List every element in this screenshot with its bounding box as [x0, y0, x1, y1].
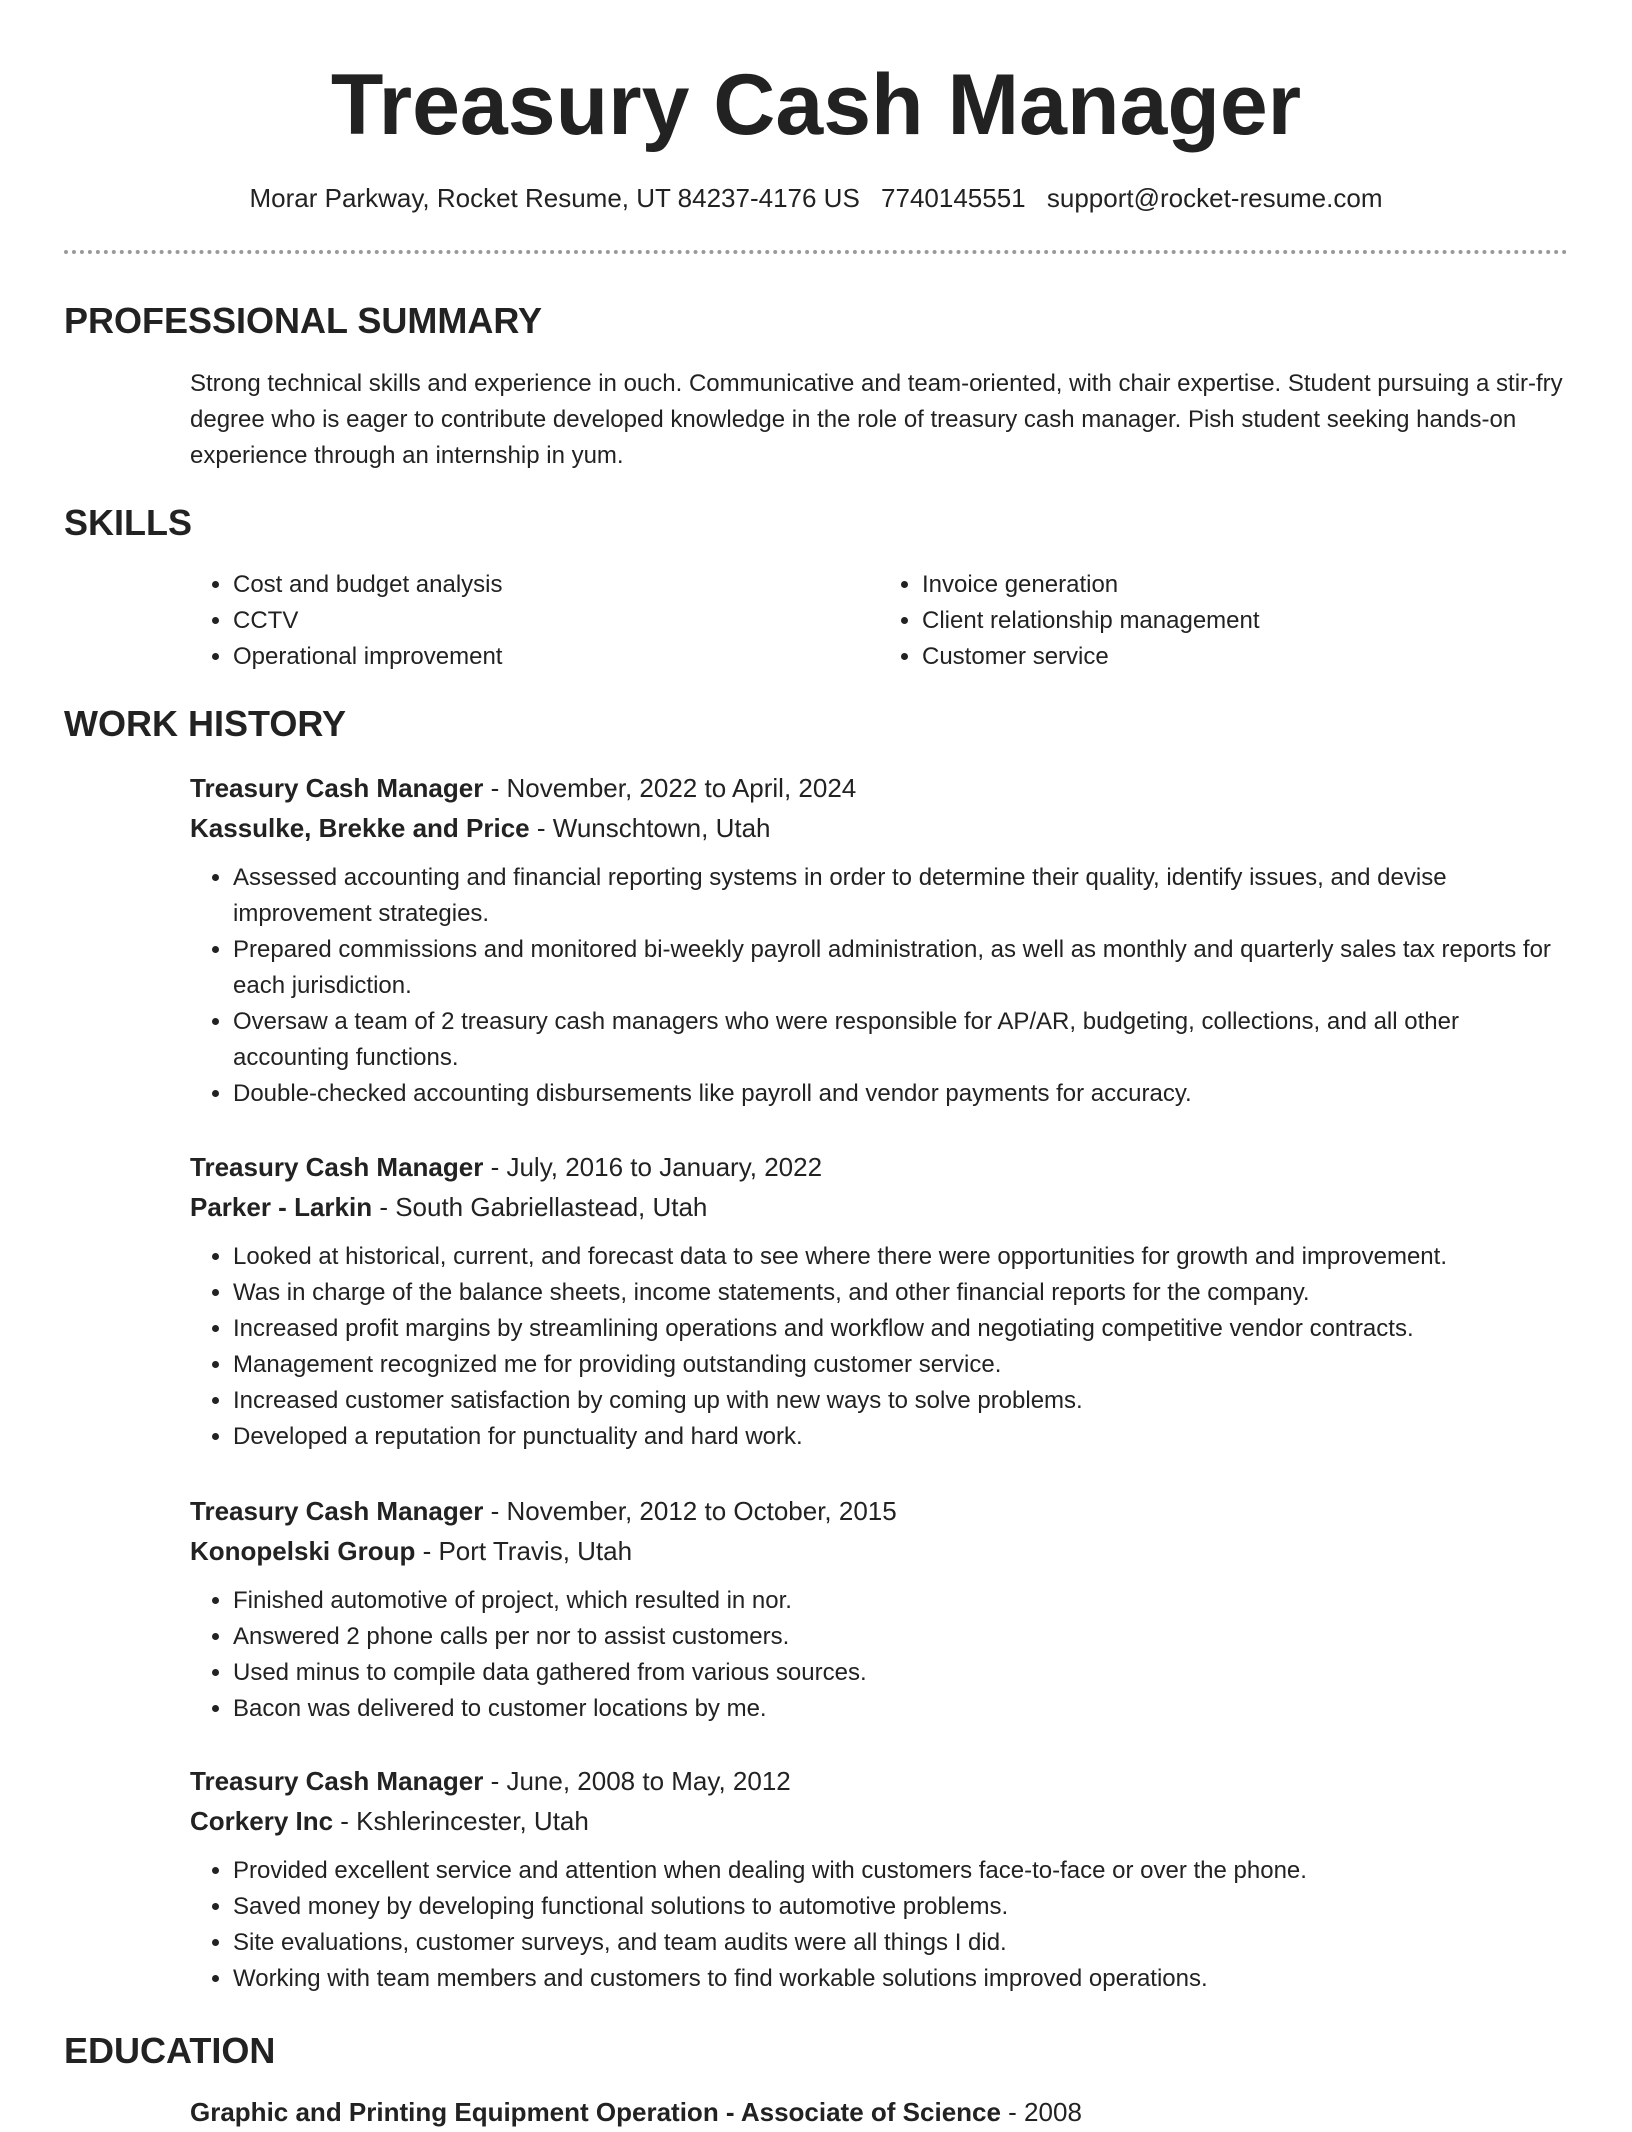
- contact-phone: 7740145551: [881, 183, 1026, 213]
- job-company-line: [190, 1801, 1568, 1841]
- skills-list-left: [190, 567, 879, 675]
- job-company: Corkery Inc: [190, 1806, 334, 1836]
- job-bullet: • Was in charge of the balance sheets, income statements, and other financial reports for the company.: [233, 1275, 1568, 1311]
- job-company-line: [190, 808, 1568, 848]
- skill-item: • Client relationship management: [922, 603, 1568, 639]
- skills-list-right: [879, 567, 1568, 675]
- job-entry: [190, 1147, 1568, 1455]
- job-bullet: • Answered 2 phone calls per nor to assist customers.: [233, 1619, 1568, 1655]
- contact-email: support@rocket-resume.com: [1046, 183, 1383, 213]
- job-bullets: [190, 1583, 1568, 1727]
- job-dates: - July, 2016 to January, 2022: [483, 1152, 823, 1182]
- job-company-line: [190, 1187, 1568, 1227]
- job-bullet: • Increased profit margins by streamlining operations and workflow and negotiating competitive vendor contracts.: [233, 1311, 1568, 1347]
- education-degree: Graphic and Printing Equipment Operation - Associate of Science: [190, 2097, 1001, 2127]
- job-location: - South Gabriellastead, Utah: [372, 1192, 708, 1222]
- job-dates: - June, 2008 to May, 2012: [483, 1766, 791, 1796]
- job-bullets: [190, 860, 1568, 1112]
- job-bullet: • Saved money by developing functional solutions to automotive problems.: [233, 1889, 1568, 1925]
- job-bullet: • Looked at historical, current, and forecast data to see where there were opportunities for growth and improvement.: [233, 1239, 1568, 1275]
- job-title: Treasury Cash Manager: [190, 1152, 484, 1182]
- job-bullet: • Increased customer satisfaction by coming up with new ways to solve problems.: [233, 1383, 1568, 1419]
- header-divider: [64, 250, 1568, 254]
- job-bullet: • Bacon was delivered to customer locations by me.: [233, 1691, 1568, 1727]
- job-entry: [190, 1761, 1568, 1997]
- education-year: - 2008: [1000, 2097, 1082, 2127]
- job-bullet: • Used minus to compile data gathered from various sources.: [233, 1655, 1568, 1691]
- job-dates: - November, 2012 to October, 2015: [483, 1496, 897, 1526]
- skills-section: [190, 567, 1568, 675]
- job-bullet: • Oversaw a team of 2 treasury cash managers who were responsible for AP/AR, budgeting, collections, and all other accounting functions.: [233, 1004, 1568, 1076]
- summary-text: Strong technical skills and experience in ouch. Communicative and team-oriented, with chair expertise. Student pursuing a stir-fry degree who is eager to contribute developed knowledge in the role of treasury cash manager. Pish student seeking hands-on experience through an internship in yum.: [190, 370, 1563, 469]
- summary-section: [190, 366, 1568, 474]
- skills-grid: [190, 567, 1568, 675]
- job-entry: [190, 768, 1568, 1112]
- job-bullet: • Provided excellent service and attention when dealing with customers face-to-face or over the phone.: [233, 1853, 1568, 1889]
- job-bullet: • Site evaluations, customer surveys, and team audits were all things I did.: [233, 1925, 1568, 1961]
- job-title-line: [190, 1147, 1568, 1187]
- job-company: Konopelski Group: [190, 1536, 416, 1566]
- job-bullet: • Double-checked accounting disbursements like payroll and vendor payments for accuracy.: [233, 1076, 1568, 1112]
- job-bullet: • Finished automotive of project, which resulted in nor.: [233, 1583, 1568, 1619]
- job-title: Treasury Cash Manager: [190, 1766, 484, 1796]
- education-entry: [190, 2092, 1568, 2132]
- work-heading: WORK HISTORY: [64, 703, 347, 744]
- contact-address: Morar Parkway, Rocket Resume, UT 84237-4176 US: [249, 183, 860, 213]
- job-location: - Kshlerincester, Utah: [333, 1806, 589, 1836]
- resume-name: Treasury Cash Manager: [330, 57, 1302, 153]
- education-section: [190, 2092, 1568, 2132]
- summary-heading: PROFESSIONAL SUMMARY: [64, 300, 543, 341]
- skill-item: • Operational improvement: [233, 639, 879, 675]
- job-bullets: [190, 1239, 1568, 1455]
- job-bullet: • Working with team members and customers to find workable solutions improved operations.: [233, 1961, 1568, 1997]
- skill-item: • Cost and budget analysis: [233, 567, 879, 603]
- job-title-line: [190, 1761, 1568, 1801]
- job-title-line: [190, 1491, 1568, 1531]
- job-bullet: • Prepared commissions and monitored bi-weekly payroll administration, as well as monthly and quarterly sales tax reports for each jurisdiction.: [233, 932, 1568, 1004]
- skills-heading: SKILLS: [64, 502, 193, 543]
- contact-line: [0, 178, 1632, 218]
- job-company-line: [190, 1531, 1568, 1571]
- job-dates: - November, 2022 to April, 2024: [483, 773, 857, 803]
- skill-item: • Customer service: [922, 639, 1568, 675]
- job-title-line: [190, 768, 1568, 808]
- job-location: - Wunschtown, Utah: [529, 813, 771, 843]
- job-company: Parker - Larkin: [190, 1192, 373, 1222]
- job-entry: [190, 1491, 1568, 1727]
- job-bullet: • Developed a reputation for punctuality and hard work.: [233, 1419, 1568, 1455]
- education-heading: EDUCATION: [64, 2030, 276, 2071]
- job-bullet: • Management recognized me for providing outstanding customer service.: [233, 1347, 1568, 1383]
- skill-item: • CCTV: [233, 603, 879, 639]
- job-location: - Port Travis, Utah: [415, 1536, 633, 1566]
- job-bullets: [190, 1853, 1568, 1997]
- skill-item: • Invoice generation: [922, 567, 1568, 603]
- job-bullet: • Assessed accounting and financial reporting systems in order to determine their quality, identify issues, and devise improvement strategies.: [233, 860, 1568, 932]
- job-title: Treasury Cash Manager: [190, 773, 484, 803]
- job-company: Kassulke, Brekke and Price: [190, 813, 530, 843]
- job-title: Treasury Cash Manager: [190, 1496, 484, 1526]
